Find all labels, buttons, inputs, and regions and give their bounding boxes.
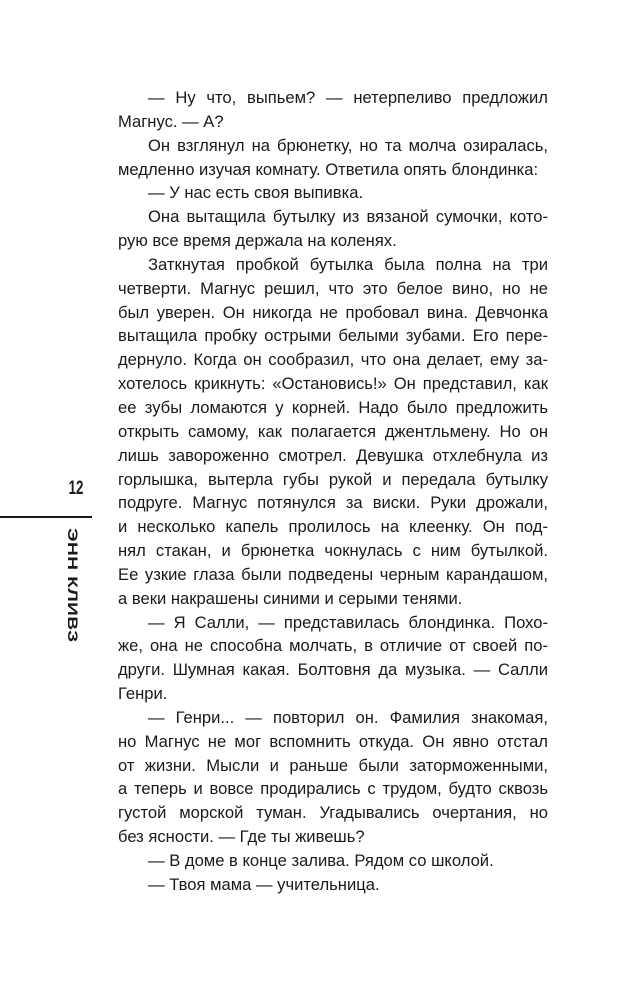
text-line: Ее узкие глаза были подведены черным карандашом, [118, 564, 548, 584]
text-line: — В доме в конце залива. Рядом со школой. [148, 851, 494, 870]
margin-divider [0, 516, 92, 518]
text-line: и несколько капель пролилось на клеенку. Он под- [118, 517, 548, 537]
text-line: Магнус. — А? [118, 111, 224, 131]
text-line: дернуло. Когда он сообразил, что она делает, ему за- [118, 350, 548, 370]
text-line: Заткнутая пробкой бутылка была полна на три [148, 254, 548, 274]
text-line: без ясности. — Где ты живешь? [118, 827, 365, 847]
text-line: лишь завороженно смотрел. Девушка отхлебнула из [118, 445, 548, 465]
text-line: же, она не способна молчать, в отличие от своей по- [118, 636, 548, 656]
text-line: подруге. Магнус потянулся за виски. Руки дрожали, [118, 493, 548, 513]
text-line: — Ну что, выпьем? — нетерпеливо предложил [148, 88, 548, 107]
text-line: други. Шумная какая. Болтовня да музыка. — Салли [118, 660, 548, 680]
text-line: — Генри... — повторил он. Фамилия знакомая, [148, 707, 548, 727]
text-line: а веки накрашены синими и серыми тенями. [118, 588, 463, 608]
text-line: ее зубы ломаются у корней. Надо было предложить [118, 397, 548, 417]
text-line: вытащила пробку острыми белыми зубами. Его пере- [118, 326, 548, 346]
text-line: — У нас есть своя выпивка. [148, 183, 364, 203]
text-line: горлышка, вытерла губы рукой и передала бутылку [118, 469, 548, 489]
text-line: но Магнус не мог вспомнить откуда. Он явно отстал [118, 731, 548, 751]
text-line: Она вытащила бутылку из вязаной сумочки, кото- [148, 207, 548, 227]
text-line: — Я Салли, — представилась блондинка. Похо- [148, 612, 548, 632]
text-line: — Твоя мама — учительница. [148, 874, 380, 894]
text-line: нял стакан, и брюнетка чокнулась с ним бутылкой. [118, 541, 548, 561]
page-number: 12 [68, 478, 84, 499]
text-line: был уверен. Он никогда не пробовал вина. Девчонка [118, 302, 548, 322]
text-line: медленно изучая комнату. Ответила опять блондинка: [118, 159, 539, 179]
text-line: открыть самому, как полагается джентльмену. Но он [118, 421, 548, 441]
text-line: Генри. [118, 684, 168, 704]
text-line: четверти. Магнус решил, что это белое вино, но не [118, 278, 548, 298]
text-line: Он взглянул на брюнетку, но та молча озиралась, [148, 135, 548, 155]
text-line: а теперь и вовсе продирались с трудом, будто сквозь [118, 779, 548, 799]
running-head-author: ЭНН КЛИВЗ [64, 528, 80, 643]
text-line: от жизни. Мысли и раньше были заторможенными, [118, 755, 548, 775]
text-line: рую все время держала на коленях. [118, 231, 397, 251]
body-text [118, 86, 548, 897]
text-line: густой морской туман. Угадывались очертания, но [118, 803, 548, 823]
text-line: хотелось крикнуть: «Остановись!» Он представил, как [118, 374, 548, 394]
